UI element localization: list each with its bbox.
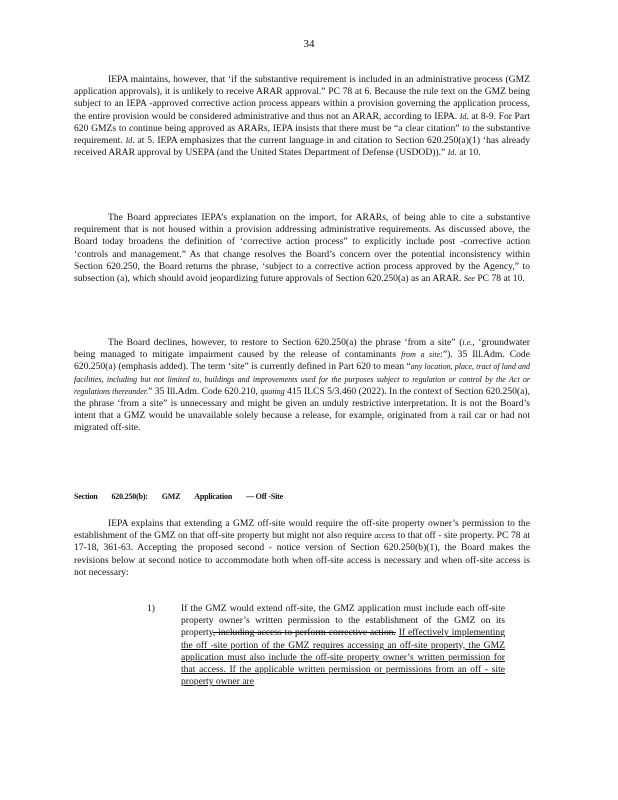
p3-text-b: , ‘groundwater being managed to mitigate impairment caused by the release of contaminants [74, 337, 530, 361]
heading-title-3: — Off -Site [246, 492, 283, 501]
heading-number: 620.250(b): [111, 492, 148, 501]
p4-access: access [374, 531, 396, 541]
p4-text-b: to that off - site property. PC 78 at 17-18, 361-63. Accepting the proposed second - notice version of Section 620.250(b)(1), the Board makes the revisions below at second notice to accommodate both when off-site access is necessary and when off-site access is not necessary: [74, 530, 530, 578]
p3-from-site: from a site [401, 350, 441, 360]
p1-cite-3: Id [447, 148, 455, 158]
p1-cite-2: Id [125, 136, 133, 146]
paragraph-iepa-arar [74, 74, 530, 159]
p4-text-a: IEPA explains that extending a GMZ off-site would require the off-site property owner’s permission to the establishment of the GMZ on that off-site property but might not also require [74, 518, 530, 542]
list-item-number: 1) [147, 603, 155, 614]
p2-see: See [463, 274, 475, 284]
p3-ie: i.e. [462, 338, 473, 347]
heading-title-1: GMZ [161, 492, 181, 501]
p3-text-d: ” 35 Ill.Adm. Code 620.210, [148, 385, 258, 397]
paragraph-board-appreciates [74, 212, 530, 285]
p3-text-a: The Board declines, however, to restore to Section 620.250(a) the phrase ‘from a site” ( [108, 337, 463, 348]
list-item-plain: If the GMZ would extend off-site, the GMZ application must include each off-site property owner’s written permission to the establishment of the GMZ on its property [181, 603, 505, 639]
p1-text-c: . at 5. IEPA emphasizes that the current language in and citation to Section 620.250(a)(1) ‘has already received ARAR approval by USEPA (and the United States Department of Defense (USDOD)).” [74, 135, 530, 159]
paragraph-board-declines [74, 337, 530, 435]
list-item-underlined: If effectively implementing the off -site portion of the GMZ requires accessing an off-site property, the GMZ application must also include the off-site property owner’s written permission for that access. If the applicable written permission or permissions from an off - site property owner are [181, 627, 506, 688]
page-number: 34 [303, 38, 315, 50]
heading-section: Section [74, 492, 98, 501]
p2-cite: PC 78 at 10. [477, 273, 525, 285]
p3-text-c: :”). 35 Ill.Adm. Code 620.250(a) (emphasis added). The term ‘site” is currently defined in Part 620 to mean “ [74, 349, 530, 373]
p2-text: The Board appreciates IEPA’s explanation on the import, for ARARs, of being able to cite a substantive requirement that is not housed within a provision addressing administrative requirements. As discussed above, the Board today broadens the definition of ‘corrective action process” to explicitly include post -corrective action ‘controls and management.” As that change resolves the Board’s concern over the potential inconsistency within Section 620.250, the Board returns the phrase, ‘subject to a corrective action process approved by the Agency,” to subsection (a), which should avoid jeopardizing future approvals of Section 620.250(a) as an ARAR. [74, 212, 530, 285]
p3-definition-quote: any location, place, tract of land and facilities, including but not limited to, buildings and improvements used for the purposes subject to regulation or control by the Act or regulations thereunder. [74, 362, 530, 396]
p3-quoting: quoting [260, 386, 285, 396]
p1-text-b: . at 8-9. For Part 620 GMZs to continue being approved as ARARs, IEPA insists that there must be “a clear citation” to the substantive requirement. [74, 110, 530, 147]
list-item-struck: , including access to perform corrective action. [212, 627, 396, 639]
p1-cite-1: Id [459, 111, 467, 121]
section-heading [74, 492, 530, 501]
paragraph-iepa-explains [74, 518, 530, 579]
p1-text-d: . at 10. [454, 147, 481, 159]
list-item-body [181, 603, 505, 688]
heading-title-2: Application [194, 492, 233, 501]
p3-text-e: 415 ILCS 5/3.460 (2022). In the context of Section 620.250(a), the phrase ‘from a site” is unnecessary and might be given an unduly restrictive interpretation. It is not the Board’s intent that a GMZ would be unavailable solely because a release, for example, originated from a rail car or had not migrated off-site. [74, 385, 530, 434]
p1-text-a: IEPA maintains, however, that ‘if the substantive requirement is included in an administrative process (GMZ application approvals), it is unlikely to receive ARAR approval.” PC 78 at 6. Because the rule text on the GMZ being subject to an IEPA -approved corrective action process appears within a provision governing the application process, the entire provision would be considered administrative and thus not an ARAR, according to IEPA. [74, 74, 530, 122]
